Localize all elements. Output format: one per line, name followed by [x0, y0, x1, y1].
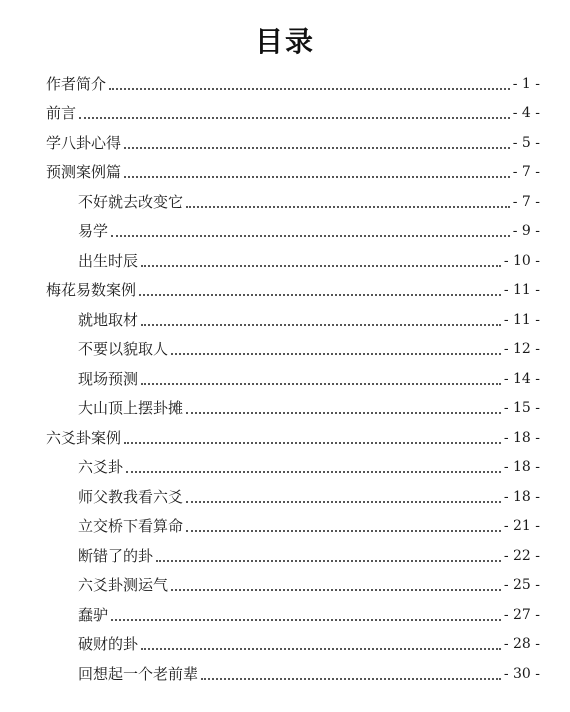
dot-leader — [141, 383, 501, 385]
dot-leader — [109, 88, 510, 90]
toc-entry-label: 不好就去改变它 — [78, 192, 184, 211]
toc-entry-label: 现场预测 — [78, 369, 139, 388]
toc-entry-label: 蠢驴 — [78, 605, 109, 624]
toc-entry-label: 立交桥下看算命 — [78, 517, 184, 535]
toc-subentry[interactable] — [46, 241, 540, 271]
dot-leader — [156, 560, 501, 562]
toc-subentry[interactable] — [46, 182, 540, 212]
dot-leader — [171, 353, 501, 355]
toc-subentry[interactable] — [46, 536, 540, 566]
toc-entry-page-number: - 4 - — [512, 105, 540, 121]
dot-leader — [186, 530, 501, 532]
toc-entry-page-number: - 11 - — [503, 282, 540, 298]
dot-leader — [124, 147, 510, 149]
toc-entry-page-number: - 11 - — [503, 311, 540, 328]
toc-entry-page-number: - 18 - — [503, 488, 540, 505]
toc-entry-label: 作者简介 — [46, 74, 107, 93]
toc-entry-page-number: - 7 - — [512, 193, 540, 210]
toc-subentry[interactable] — [46, 330, 540, 360]
dot-leader — [141, 648, 501, 650]
dot-leader — [111, 619, 501, 621]
dot-leader — [126, 471, 501, 473]
toc-entry-page-number: - 14 - — [503, 370, 540, 387]
toc-subentry[interactable] — [46, 566, 540, 596]
toc-entry-page-number: - 27 - — [503, 606, 540, 623]
dot-leader — [141, 324, 501, 326]
toc-entry-label: 就地取材 — [78, 310, 139, 329]
dot-leader — [141, 265, 501, 267]
toc-subentry[interactable] — [46, 625, 540, 655]
dot-leader — [171, 589, 501, 591]
toc-entry-label: 六爻卦 — [78, 458, 124, 476]
toc-subentry[interactable] — [46, 212, 540, 242]
toc-entry[interactable] — [46, 418, 540, 448]
toc-entry[interactable] — [46, 64, 540, 94]
toc-entry-label: 破财的卦 — [78, 635, 139, 653]
toc-entry-page-number: - 12 - — [503, 341, 540, 357]
toc-entry-label: 断错了的卦 — [78, 546, 154, 565]
toc-entry-page-number: - 22 - — [503, 547, 540, 564]
toc-subentry[interactable] — [46, 300, 540, 330]
toc-entry-label: 易学 — [78, 222, 109, 240]
toc-entry-page-number: - 18 - — [503, 429, 540, 446]
toc-entry-label: 不要以貌取人 — [78, 340, 169, 358]
toc-entry-page-number: - 1 - — [512, 75, 540, 92]
page-title: 目录 — [254, 25, 315, 58]
toc-entry-label: 师父教我看六爻 — [78, 487, 184, 506]
toc-entry-page-number: - 18 - — [503, 459, 540, 475]
dot-leader — [201, 678, 501, 680]
toc-entry-label: 预测案例篇 — [46, 163, 122, 181]
dot-leader — [186, 412, 501, 414]
toc-entry-label: 前言 — [46, 104, 77, 122]
toc-entry[interactable] — [46, 123, 540, 153]
toc-entry-page-number: - 9 - — [512, 223, 540, 239]
toc-entry-label: 回想起一个老前辈 — [78, 664, 199, 683]
toc-entry-label: 六爻卦测运气 — [78, 576, 169, 594]
dot-leader — [111, 235, 510, 237]
toc-entry-page-number: - 10 - — [503, 252, 540, 269]
toc-entry-label: 梅花易数案例 — [46, 281, 137, 299]
dot-leader — [186, 501, 501, 503]
table-of-contents — [46, 64, 540, 684]
toc-entry-page-number: - 5 - — [512, 134, 540, 151]
dot-leader — [139, 294, 501, 296]
toc-entry[interactable] — [46, 153, 540, 183]
toc-subentry[interactable] — [46, 389, 540, 419]
toc-entry-label: 六爻卦案例 — [46, 428, 122, 447]
toc-subentry[interactable] — [46, 654, 540, 684]
toc-subentry[interactable] — [46, 359, 540, 389]
toc-entry-page-number: - 25 - — [503, 577, 540, 593]
toc-entry[interactable] — [46, 271, 540, 301]
toc-subentry[interactable] — [46, 448, 540, 478]
toc-entry-page-number: - 30 - — [503, 665, 540, 682]
toc-entry-page-number: - 7 - — [512, 164, 540, 180]
toc-subentry[interactable] — [46, 507, 540, 537]
dot-leader — [124, 176, 510, 178]
toc-entry-label: 大山顶上摆卦摊 — [78, 399, 184, 417]
dot-leader — [186, 206, 510, 208]
dot-leader — [124, 442, 501, 444]
dot-leader — [79, 117, 510, 119]
toc-entry-label: 出生时辰 — [78, 251, 139, 270]
toc-entry-label: 学八卦心得 — [46, 133, 122, 152]
toc-subentry[interactable] — [46, 595, 540, 625]
toc-entry-page-number: - 21 - — [503, 518, 540, 534]
toc-entry-page-number: - 28 - — [503, 636, 540, 652]
toc-entry[interactable] — [46, 94, 540, 124]
toc-entry-page-number: - 15 - — [503, 400, 540, 416]
toc-subentry[interactable] — [46, 477, 540, 507]
